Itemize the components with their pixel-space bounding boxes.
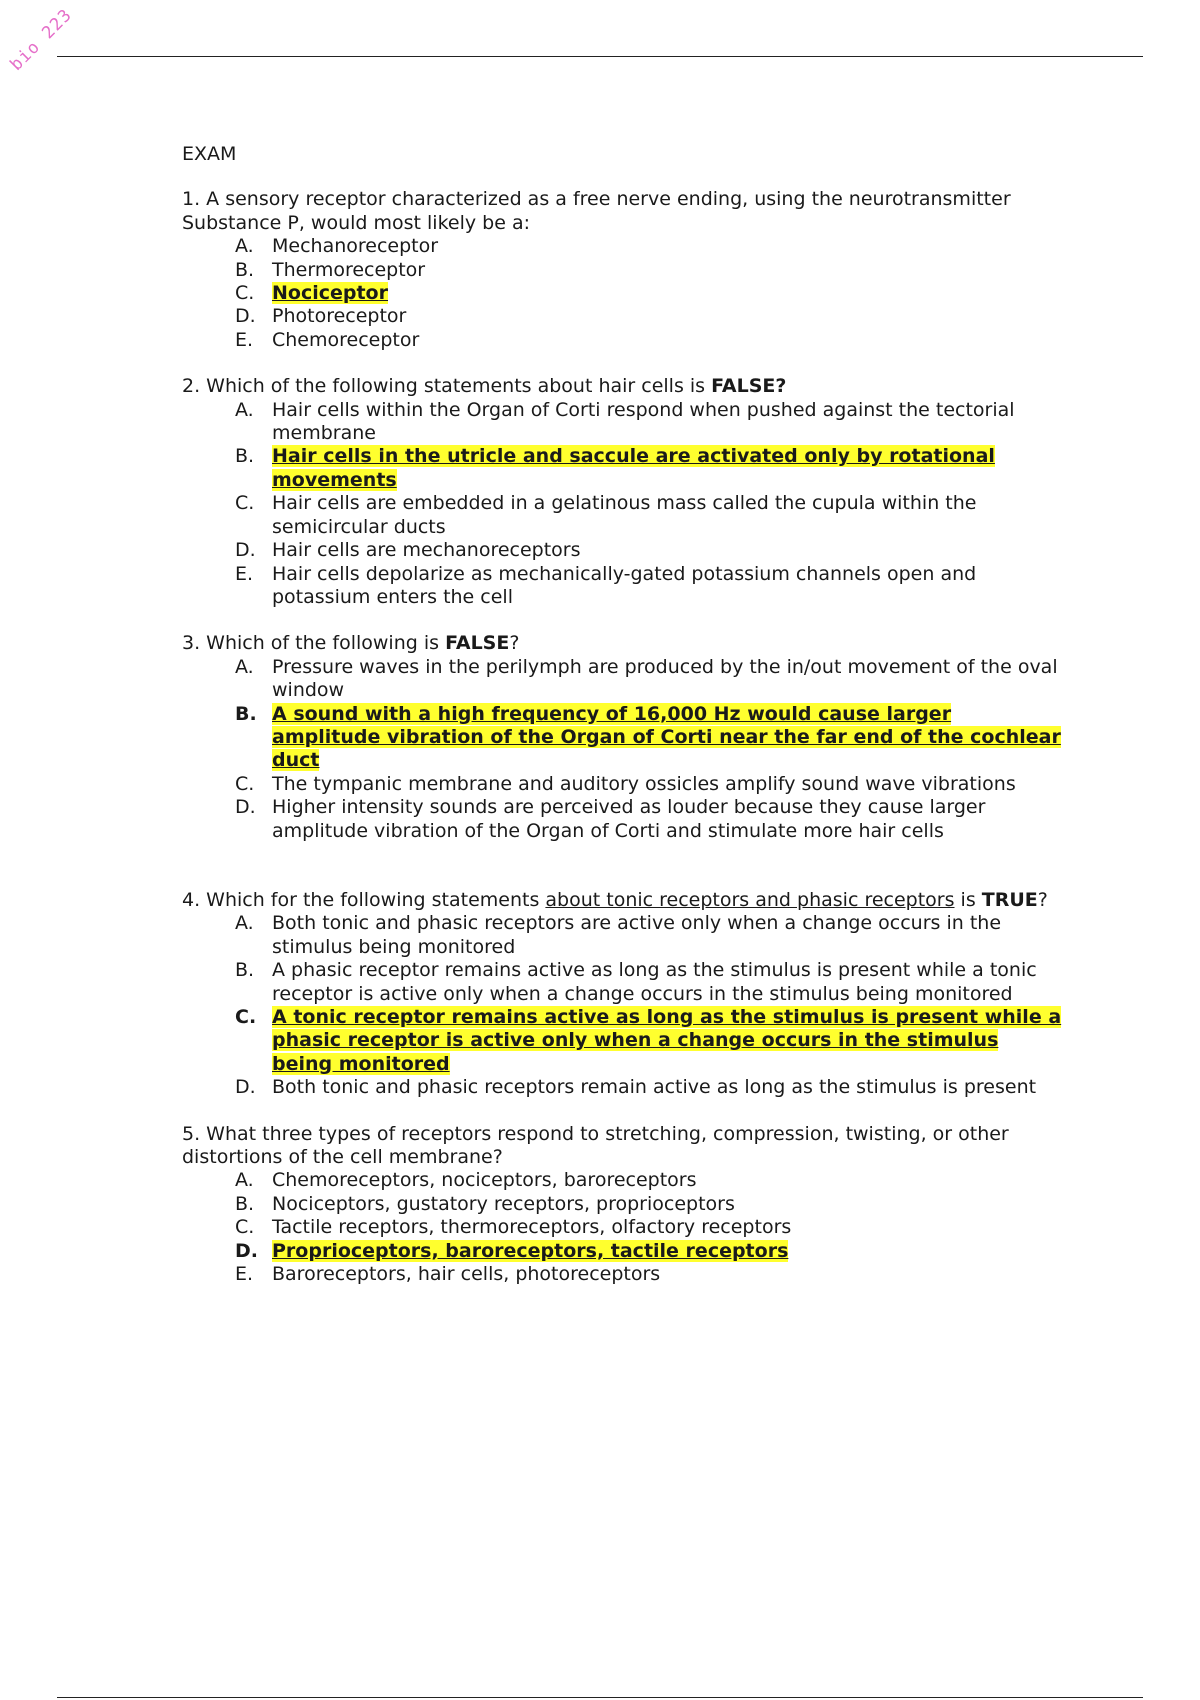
option-list	[182, 399, 1062, 610]
option-letter: C.	[235, 282, 255, 305]
option-list	[182, 656, 1062, 843]
option-letter: A.	[235, 398, 254, 421]
option-text: Tactile receptors, thermoreceptors, olfactory receptors	[272, 1216, 792, 1239]
question-stem: 4. Which for the following statements about tonic receptors and phasic receptors is TRUE?	[182, 888, 1048, 911]
option-text: Hair cells are mechanoreceptors	[272, 539, 581, 562]
option-c	[182, 492, 1062, 539]
option-letter: B.	[235, 959, 255, 982]
option-letter: B.	[235, 258, 255, 281]
option-text: Hair cells depolarize as mechanically-gated potassium channels open and potassium enters the cell	[272, 562, 977, 608]
question-1	[182, 188, 1062, 352]
option-letter: D.	[235, 1239, 258, 1262]
option-letter: B.	[235, 445, 255, 468]
highlighted-answer: Hair cells in the utricle and saccule are activated only by rotational movements	[272, 445, 995, 491]
option-text: Photoreceptor	[272, 305, 407, 328]
option-letter: B.	[235, 1192, 255, 1215]
option-letter: C.	[235, 1006, 257, 1028]
option-list	[182, 1169, 1062, 1286]
question-4	[182, 889, 1062, 1100]
question-5	[182, 1123, 1062, 1287]
option-c	[182, 1216, 1062, 1239]
option-letter: A.	[235, 912, 254, 935]
option-b	[182, 959, 1062, 1006]
option-letter: E.	[235, 562, 254, 585]
stem-emphasis: FALSE?	[711, 375, 787, 398]
highlighted-answer: Nociceptor	[272, 282, 388, 305]
option-d-answer	[182, 1240, 1062, 1263]
option-text: Hair cells are embedded in a gelatinous mass called the cupula within the semicircular ducts	[272, 492, 977, 538]
question-stem: 1. A sensory receptor characterized as a free nerve ending, using the neurotransmitter Substance P, would most likely be a:	[182, 188, 1011, 234]
option-b	[182, 1193, 1062, 1216]
option-letter: D.	[235, 539, 256, 562]
option-text: Higher intensity sounds are perceived as louder because they cause larger amplitude vibration of the Organ of Corti and stimulate more hair cells	[272, 796, 986, 842]
option-text: Nociceptors, gustatory receptors, proprioceptors	[272, 1192, 735, 1215]
highlighted-answer: A tonic receptor remains active as long as the stimulus is present while a phasic receptor is active only when a change occurs in the stimulus being monitored	[272, 1006, 1062, 1075]
option-text: Hair cells within the Organ of Corti respond when pushed against the tectorial membrane	[272, 398, 1015, 445]
underlined-phrase: about tonic receptors and phasic receptors	[545, 888, 955, 911]
option-letter: C.	[235, 492, 255, 515]
option-letter: E.	[235, 1263, 254, 1286]
question-3	[182, 632, 1062, 843]
option-letter: E.	[235, 328, 254, 351]
option-b	[182, 259, 1062, 282]
option-a	[182, 235, 1062, 258]
option-d	[182, 305, 1062, 328]
option-c-answer	[182, 282, 1062, 305]
option-c-answer	[182, 1006, 1062, 1076]
option-list	[182, 912, 1062, 1099]
option-text: Both tonic and phasic receptors are active only when a change occurs in the stimulus being monitored	[272, 912, 1002, 958]
option-c	[182, 773, 1062, 796]
watermark: bio 223	[6, 5, 77, 75]
option-letter: C.	[235, 772, 255, 795]
option-text: Both tonic and phasic receptors remain active as long as the stimulus is present	[272, 1076, 1037, 1099]
option-letter: C.	[235, 1216, 255, 1239]
option-letter: D.	[235, 305, 256, 328]
highlighted-answer: Proprioceptors, baroreceptors, tactile receptors	[272, 1239, 789, 1262]
option-letter: B.	[235, 702, 257, 725]
option-text: Chemoreceptor	[272, 328, 420, 351]
option-e	[182, 329, 1062, 352]
page-title: EXAM	[182, 143, 237, 165]
option-list	[182, 235, 1062, 352]
option-d	[182, 796, 1062, 843]
option-text: Baroreceptors, hair cells, photoreceptors	[272, 1263, 661, 1286]
option-e	[182, 563, 1062, 610]
option-text: Mechanoreceptor	[272, 235, 439, 258]
option-a	[182, 1169, 1062, 1192]
question-stem: 2. Which of the following statements about hair cells is FALSE?	[182, 375, 787, 398]
option-letter: D.	[235, 796, 256, 819]
option-letter: A.	[235, 1169, 254, 1192]
highlighted-answer: A sound with a high frequency of 16,000 Hz would cause larger amplitude vibration of the Organ of Corti near the far end of the cochlear duct	[272, 702, 1061, 772]
option-text: Pressure waves in the perilymph are produced by the in/out movement of the oval window	[272, 655, 1058, 702]
option-a	[182, 656, 1062, 703]
question-stem: 3. Which of the following is FALSE?	[182, 632, 520, 655]
option-d	[182, 539, 1062, 562]
bottom-rule	[57, 1697, 1143, 1698]
option-text: Chemoreceptors, nociceptors, baroreceptors	[272, 1169, 697, 1192]
stem-emphasis: FALSE	[445, 632, 510, 655]
top-rule	[57, 56, 1143, 57]
option-b-answer	[182, 445, 1062, 492]
option-text: Thermoreceptor	[272, 258, 426, 281]
question-stem: 5. What three types of receptors respond to stretching, compression, twisting, or other distortions of the cell membrane?	[182, 1122, 1009, 1169]
option-a	[182, 399, 1062, 446]
question-2	[182, 375, 1062, 609]
option-a	[182, 912, 1062, 959]
option-text: A phasic receptor remains active as long as the stimulus is present while a tonic receptor is active only when a change occurs in the stimulus being monitored	[272, 959, 1037, 1005]
stem-emphasis: TRUE	[981, 888, 1038, 911]
option-d	[182, 1076, 1062, 1099]
option-letter: A.	[235, 235, 254, 258]
option-e	[182, 1263, 1062, 1286]
option-letter: A.	[235, 655, 254, 678]
exam-content	[182, 143, 1062, 1309]
option-letter: D.	[235, 1076, 256, 1099]
option-text: The tympanic membrane and auditory ossicles amplify sound wave vibrations	[272, 772, 1016, 795]
option-b-answer	[182, 703, 1062, 773]
